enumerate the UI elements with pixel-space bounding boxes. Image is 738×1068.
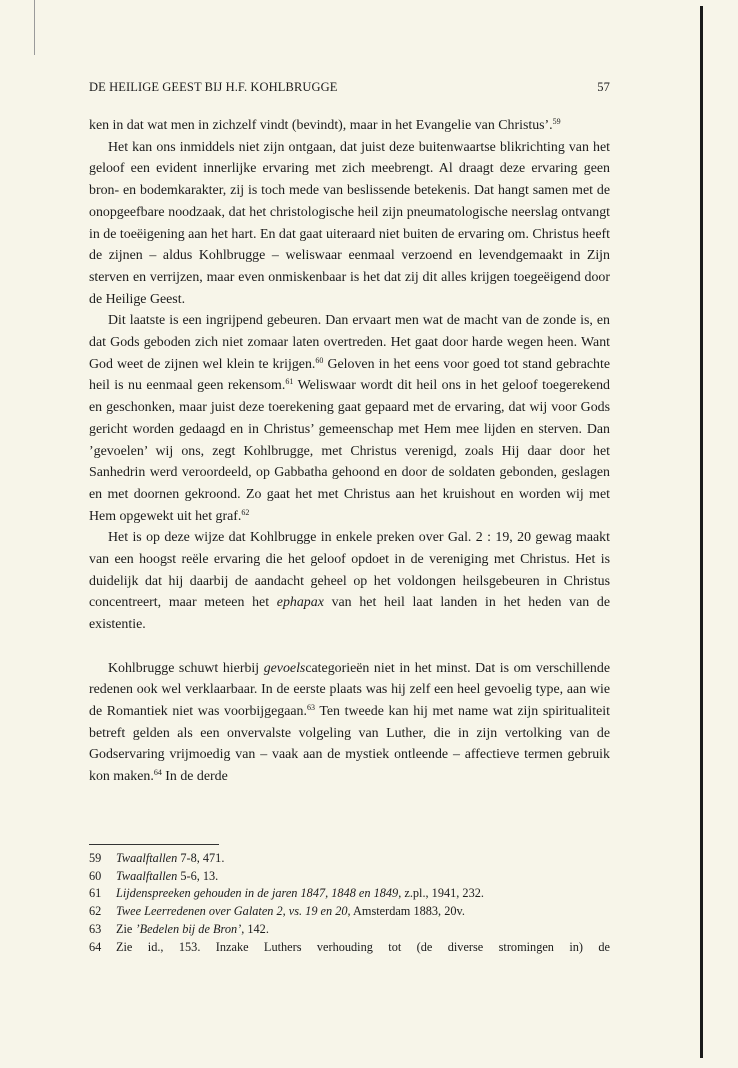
footnote-text: [116, 885, 610, 903]
footnote-text: [116, 903, 610, 921]
text-run: van het heil laat landen in het heden van de existentie.: [89, 595, 611, 633]
body-text: [89, 115, 610, 788]
footnote: [89, 921, 610, 939]
footnote-ref: 61: [285, 377, 294, 387]
paragraph: [89, 527, 610, 636]
text-run: 5-6, 13.: [177, 868, 219, 883]
text-run: Weliswaar wordt dit heil ons in het geloof toegerekend en geschonken, maar juist deze toerekening gaat gepaard met de ervaring, dat wij voor Gods gericht worden gedaagd en in Christus’ gemeenschap met Hem mee lijden en sterven. Dan ’gevoelen’ wij ons, zegt Kohlbrugge, met Christus verenigd, zoals Hij daar door het Sanhedrin werd veroordeeld, op Gabbatha gehoond en door de soldaten gebonden, geslagen en met doornen gekroond. Zo gaat het met Christus aan het kruishout en worden wij met Hem opgewekt uit het graf.: [89, 378, 610, 524]
footnote-text: [116, 939, 610, 957]
footnote-number: 61: [89, 886, 102, 901]
italic-text: gevoels: [263, 660, 306, 676]
text-run: ken in dat wat men in zichzelf vindt (bevindt), maar in het Evangelie van Christus’.: [89, 118, 553, 133]
paragraph: [89, 115, 610, 137]
footnote: [89, 850, 610, 868]
text-run: , 142.: [241, 921, 269, 936]
footnote-ref: 62: [241, 507, 250, 517]
footnote-rule: [89, 844, 219, 845]
text-run: 7-8, 471.: [177, 851, 225, 865]
text-run: categorieën niet in het minst. Dat is om verschillende redenen ook wel verklaarbaar. In de eerste plaats was hij zelf een heel gevoelig type, aan wie de Romantiek niet was voorbijgegaan.: [89, 660, 610, 719]
footnote: [89, 903, 610, 921]
page-edge-line: [700, 6, 703, 1058]
italic-text: Lijdenspreeken gehouden in de jaren 1847, 1848 en 1849,: [116, 886, 402, 901]
footnote-text: [116, 850, 610, 868]
italic-text: ephapax: [276, 595, 324, 611]
footnote-number: 59: [89, 851, 102, 865]
text-run: Het kan ons inmiddels niet zijn ontgaan, dat juist deze buitenwaartse blikrichting van het geloof een evident innerlijke ervaring met zich meebrengt. Al draagt deze ervaring geen bron- en bodemkarakter, zij is toch mede van beslissende betekenis. Dat hangt samen met de onopgeefbare noodzaak, dat het christologische heil zijn pneumatologische neerslag ontvangt in de toeëigening aan het hart. En dat gaat uiteraard niet buiten de ervaring om. Christus heeft de zijnen – aldus Kohlbrugge – weliswaar eenmaal verzoend en levendgemaakt in Zijn sterven en verrijzen, maar even onmiskenbaar is het dat zij dit alles krijgen toegeëigend door de Heilige Geest.: [89, 139, 610, 307]
paragraph: [89, 658, 610, 788]
text-run: Zie id., 153. Inzake Luthers verhouding tot (de diverse stromingen in) de: [116, 939, 610, 954]
text-run: In de derde: [161, 769, 228, 785]
footnote-ref: 63: [306, 702, 315, 712]
footnote-number: 63: [89, 921, 102, 936]
footnote: [89, 939, 610, 957]
text-run: z.pl., 1941, 232.: [401, 886, 484, 901]
italic-text: ’Bedelen bij de Bron’: [135, 921, 242, 936]
footnote-text: [116, 868, 610, 886]
footnote-number: 62: [89, 904, 102, 919]
footnote-number: 64: [89, 939, 102, 954]
text-run: Geloven in het eens voor goed tot stand gebrachte heil is nu eenmaal geen rekensom.: [89, 356, 610, 394]
text-run: Dit laatste is een ingrijpend gebeuren. Dan ervaart men wat de macht van de zonde is, en dat Gods geboden zich niet zomaar laten overtreden. Het gaat door harde wegen heen. Want God weet de zijnen wel klein te krijgen.: [89, 313, 610, 372]
running-head-title: DE HEILIGE GEEST BIJ H.F. KOHLBRUGGE: [89, 80, 338, 94]
text-run: Amsterdam 1883, 20v.: [350, 904, 465, 919]
page-number: 57: [597, 80, 610, 94]
italic-text: Twee Leerredenen over Galaten 2, vs. 19 en 20,: [116, 904, 351, 919]
italic-text: Twaalftallen: [116, 868, 178, 883]
footnote-ref: 59: [552, 117, 561, 126]
footnote: [89, 868, 610, 886]
text-run: Ten tweede kan hij met name wat zijn spiritualiteit betreft gelden als een onvervalste volgeling van Luther, die in zijn vertolking van de Godservaring vrijmoedig van – vaak aan de mystiek ontleende – affectieve termen gebruik kon maken.: [89, 703, 610, 785]
footnote: [89, 885, 610, 903]
paragraph: [89, 310, 610, 527]
footnote-ref: 64: [153, 768, 162, 778]
footnote-ref: 60: [315, 355, 324, 365]
footnotes: [89, 850, 610, 956]
text-run: Zie: [116, 921, 136, 936]
footnote-number: 60: [89, 868, 102, 883]
left-margin-line: [34, 0, 35, 55]
text-run: Kohlbrugge schuwt hierbij: [108, 660, 264, 676]
paragraph: [89, 137, 610, 311]
footnote-text: [116, 921, 610, 939]
italic-text: Twaalftallen: [116, 851, 178, 865]
running-head: [89, 80, 610, 95]
text-run: Het is op deze wijze dat Kohlbrugge in enkele preken over Gal. 2 : 19, 20 gewag maakt van een hoogst reële ervaring die het geloof opdoet in de vereniging met Christus. Het is duidelijk dat hij daarbij de aandacht geheel op het voldongen heilsgebeuren in Christus concentreert, maar meteen het: [89, 530, 610, 611]
